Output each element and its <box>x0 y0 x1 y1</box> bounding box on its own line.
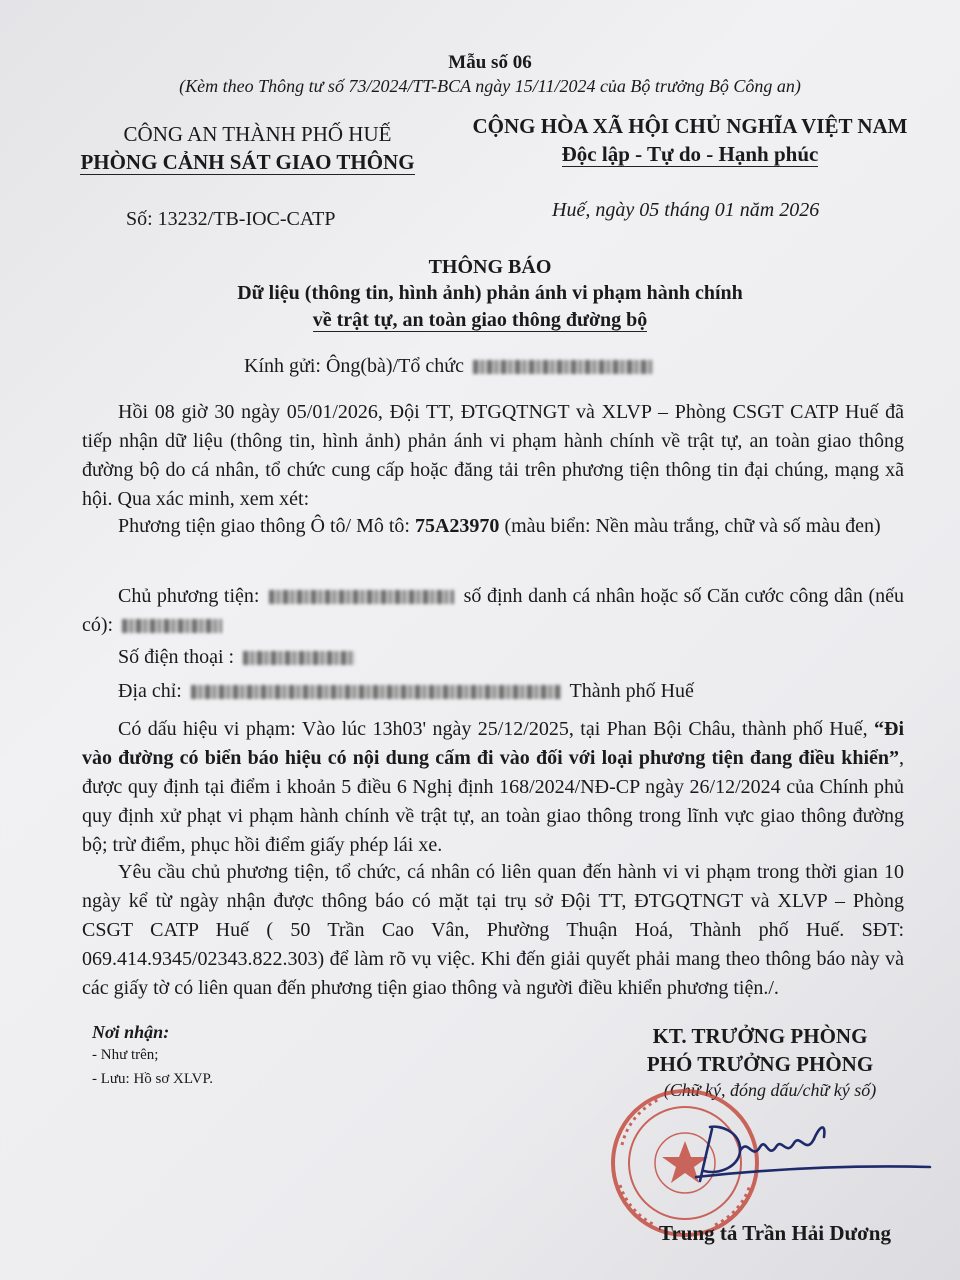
form-attached-note: (Kèm theo Thông tư số 73/2024/TT-BCA ngày 15/11/2024 của Bộ trưởng Bộ Công an) <box>179 76 801 96</box>
redacted-phone <box>243 651 355 665</box>
nation-line2-text: Độc lập - Tự do - Hạnh phúc <box>561 142 819 166</box>
notice-title: THÔNG BÁO <box>428 256 552 278</box>
paragraph-request: Yêu cầu chủ phương tiện, tổ chức, cá nhân có liên quan đến hành vi vi phạm trong thời gian 10 ngày kể từ ngày nhận được thông báo có mặt tại trụ sở Đội TT, ĐTGQTNGT và XLVP – Phòng CSGT CATP Huế ( 50 Trần Cao Vân, Phường Thuận Hoá, Thành phố Huế. SĐT: 069.414.9345/02343.822.303) để làm rõ vụ việc. Khi đến giải quyết phải mang theo thông báo này và các giấy tờ có liên quan đến phương tiện giao thông và người điều khiển phương tiện./. <box>82 861 904 999</box>
paragraph-intro: Hồi 08 giờ 30 ngày 05/01/2026, Đội TT, ĐTGQTNGT và XLVP – Phòng CSGT CATP Huế đã tiếp nhận dữ liệu (thông tin, hình ảnh) phản ánh vi phạm hành chính về trật tự, an toàn giao thông đường bộ do cá nhân, tổ chức cung cấp hoặc đăng tải trên phương tiện thông tin đại chúng, mạng xã hội. Qua xác minh, xem xét: <box>82 401 904 510</box>
signer-name: Trung tá Trần Hải Dương <box>659 1221 891 1245</box>
signature-title-2: PHÓ TRƯỞNG PHÒNG <box>646 1052 874 1076</box>
agency-line2-text: PHÒNG CẢNH SÁT GIAO THÔNG <box>80 150 415 174</box>
recipients-item-2: - Lưu: Hồ sơ XLVP. <box>92 1071 213 1087</box>
notice-subtitle-2 <box>0 309 960 332</box>
recipient-line <box>244 355 657 378</box>
form-number: Mẫu số 06 <box>448 52 532 73</box>
address-city: Thành phố Huế <box>569 680 694 702</box>
redacted-id-number <box>122 619 222 633</box>
violation-paragraph <box>82 715 904 860</box>
agency-line1: CÔNG AN THÀNH PHỐ HUẾ <box>123 122 392 146</box>
owner-suffix: số định danh cá nhân hoặc số Căn cước công dân (nếu có): <box>82 585 904 636</box>
nation-line2 <box>440 142 940 167</box>
address-label: Địa chỉ: <box>118 680 182 702</box>
violation-suffix: , được quy định tại điểm i khoản 5 điều 6 Nghị định 168/2024/NĐ-CP ngày 26/12/2024 của Chính phủ quy định xử phạt vi phạm hành chính về trật tự, an toàn giao thông trong lĩnh vực giao thông đường bộ; trừ điểm, phục hồi điểm giấy phép lái xe. <box>82 747 904 856</box>
redacted-recipient <box>473 360 653 374</box>
place-date: Huế, ngày 05 tháng 01 năm 2026 <box>552 199 820 221</box>
phone-line <box>118 646 359 669</box>
vehicle-info <box>82 512 904 541</box>
phone-label: Số điện thoại : <box>118 646 235 668</box>
address-line <box>118 680 694 703</box>
signature-title-1: KT. TRƯỞNG PHÒNG <box>652 1024 868 1048</box>
recipients-label: Nơi nhận: <box>92 1022 170 1042</box>
vehicle-plate: 75A23970 <box>414 515 500 537</box>
vehicle-prefix: Phương tiện giao thông Ô tô/ Mô tô: <box>118 515 410 537</box>
document-number: Số: 13232/TB-IOC-CATP <box>126 208 336 230</box>
violation-prefix: Có dấu hiệu vi phạm: Vào lúc 13h03' ngày 25/12/2025, tại Phan Bội Châu, thành phố Huế, <box>118 718 868 740</box>
redacted-address <box>191 685 561 699</box>
agency-line2 <box>50 150 445 175</box>
owner-info <box>82 582 904 640</box>
signature-note: (Chữ ký, đóng dấu/chữ ký số) <box>663 1080 877 1100</box>
redacted-owner-name <box>269 590 454 604</box>
recipient-label: Kính gửi: Ông(bà)/Tổ chức <box>244 355 464 377</box>
nation-line1: CỘNG HÒA XÃ HỘI CHỦ NGHĨA VIỆT NAM <box>472 114 908 138</box>
notice-subtitle-1: Dữ liệu (thông tin, hình ảnh) phản ánh vi phạm hành chính <box>237 282 743 304</box>
handwritten-signature-icon <box>696 1127 930 1181</box>
recipients-item-1: - Như trên; <box>92 1047 159 1063</box>
notice-subtitle-2-text: về trật tự, an toàn giao thông đường bộ <box>312 309 648 331</box>
vehicle-suffix: (màu biển: Nền màu trắng, chữ và số màu đen) <box>504 515 881 537</box>
violation-description: “Đi vào đường có biển báo hiệu có nội dung cấm đi vào đối với loại phương tiện đang điều khiển” <box>82 718 905 769</box>
owner-label: Chủ phương tiện: <box>118 585 260 607</box>
